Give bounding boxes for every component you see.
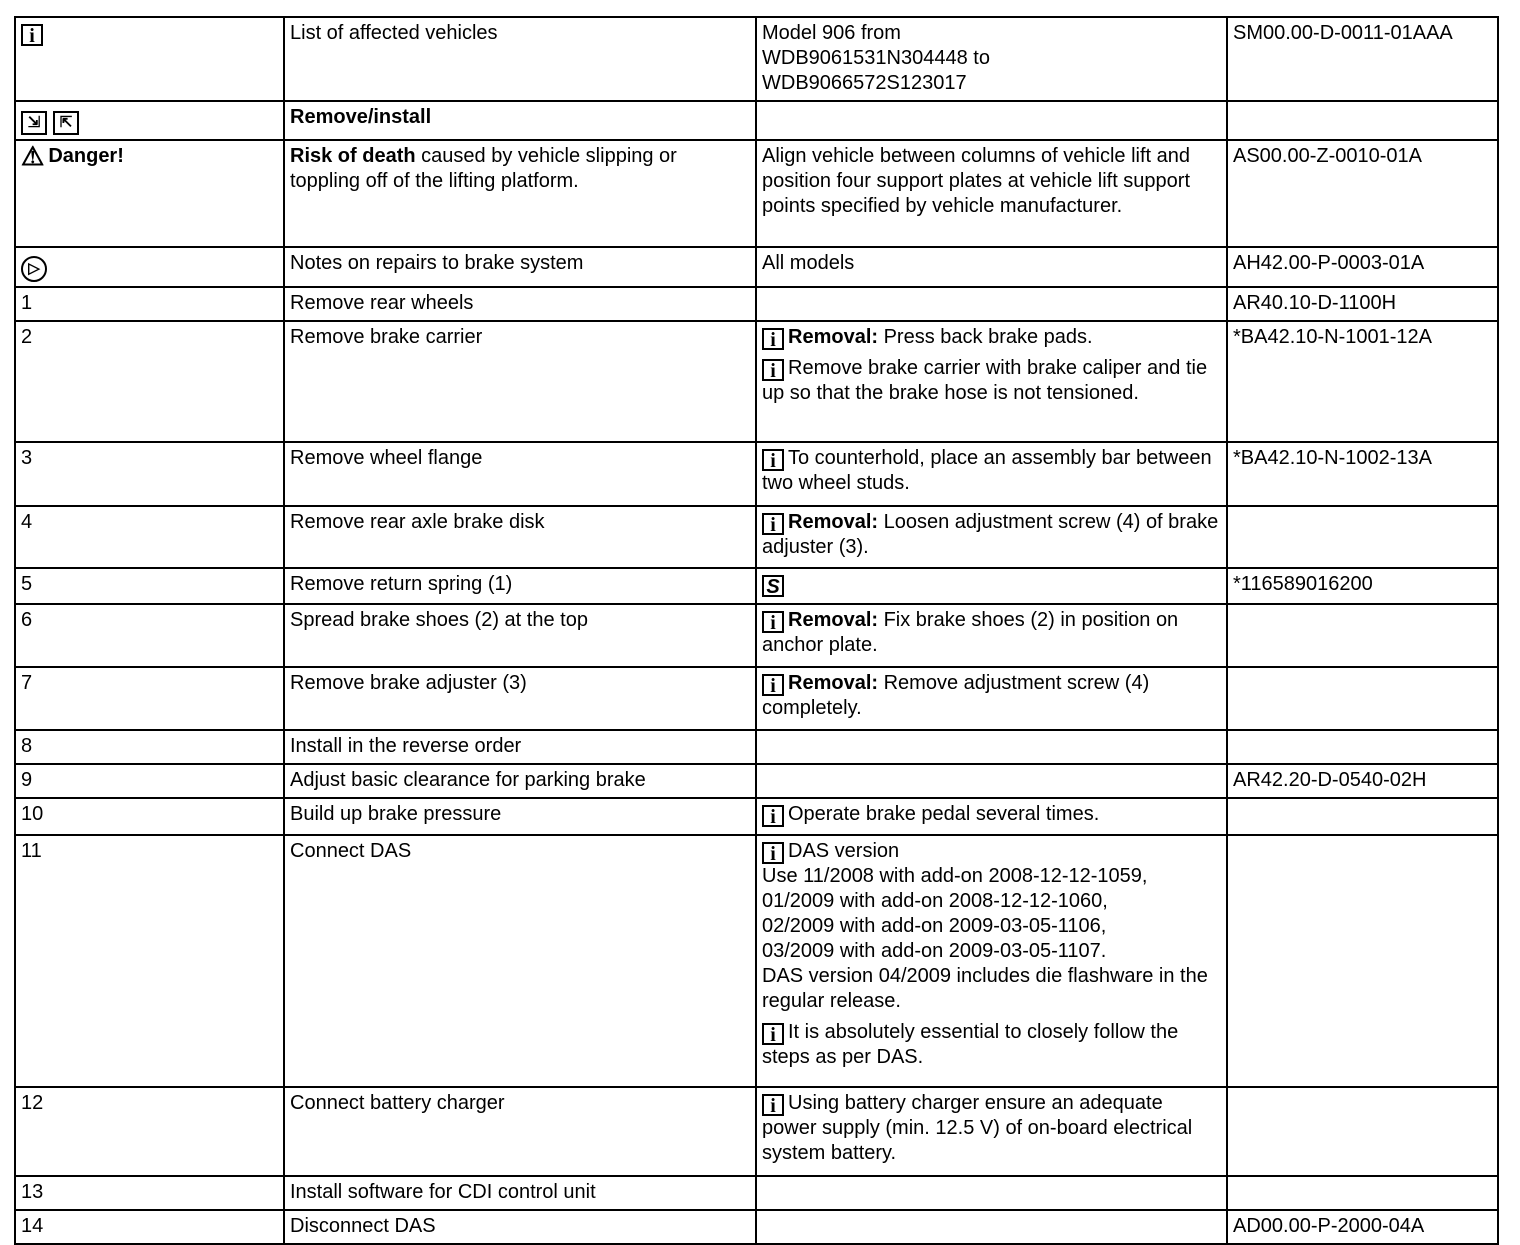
info-icon: i — [762, 359, 784, 381]
reference-code: AS00.00-Z-0010-01A — [1227, 140, 1498, 247]
step-number: 4 — [15, 506, 284, 568]
step-number: 1 — [15, 287, 284, 321]
step-details: i DAS version Use 11/2008 with add-on 2008-12-12-1059, 01/2009 with add-on 2008-12-12-1060, 02/2009 with add-on 2009-03-05-1106, 03/2009 with add-on 2009-03-05-1107. DAS version 04/2009 includes die flashware in the regular release. i It is absolutely essential to closely follow the steps as per DAS. — [756, 835, 1227, 1087]
info-icon: i — [762, 611, 784, 633]
step-description: Build up brake pressure — [284, 798, 756, 835]
step-description: Connect DAS — [284, 835, 756, 1087]
table-row — [15, 1210, 1498, 1244]
info-icon: i — [762, 674, 784, 696]
step-details: i Operate brake pedal several times. — [756, 798, 1227, 835]
step-details: All models — [756, 247, 1227, 287]
warning-icon: ⚠ — [21, 141, 45, 171]
reference-code: AR40.10-D-1100H — [1227, 287, 1498, 321]
step-details: Align vehicle between columns of vehicle lift and position four support plates at vehicle lift support points specified by vehicle manufacturer. — [756, 140, 1227, 247]
step-description: Connect battery charger — [284, 1087, 756, 1176]
step-description: Remove brake carrier — [284, 321, 756, 442]
table-row — [15, 667, 1498, 730]
step-description: List of affected vehicles — [284, 17, 756, 101]
table-row — [15, 835, 1498, 1087]
reference-code: *BA42.10-N-1002-13A — [1227, 442, 1498, 506]
step-description: Remove wheel flange — [284, 442, 756, 506]
notes-icon: ▷ — [21, 256, 47, 282]
table-row — [15, 798, 1498, 835]
reference-code: AH42.00-P-0003-01A — [1227, 247, 1498, 287]
table-row — [15, 506, 1498, 568]
step-description: Spread brake shoes (2) at the top — [284, 604, 756, 667]
table-row — [15, 764, 1498, 798]
step-description: Remove rear wheels — [284, 287, 756, 321]
table-row — [15, 442, 1498, 506]
table-row — [15, 140, 1498, 247]
step-details: i Removal: Press back brake pads. i Remove brake carrier with brake caliper and tie up so that the brake hose is not tensioned. — [756, 321, 1227, 442]
step-details: i To counterhold, place an assembly bar between two wheel studs. — [756, 442, 1227, 506]
step-description: Remove brake adjuster (3) — [284, 667, 756, 730]
step-number: 8 — [15, 730, 284, 764]
table-row — [15, 1176, 1498, 1210]
reference-code: SM00.00-D-0011-01AAA — [1227, 17, 1498, 101]
special-tool-icon: S — [762, 575, 784, 597]
info-icon: i — [762, 328, 784, 350]
table-row — [15, 321, 1498, 442]
step-description: Notes on repairs to brake system — [284, 247, 756, 287]
step-number: 11 — [15, 835, 284, 1087]
table-row — [15, 247, 1498, 287]
step-description: Disconnect DAS — [284, 1210, 756, 1244]
table-row — [15, 1087, 1498, 1176]
step-number: 7 — [15, 667, 284, 730]
table-row — [15, 287, 1498, 321]
step-number: 14 — [15, 1210, 284, 1244]
repair-instructions-table — [14, 16, 1499, 1245]
step-description: Remove return spring (1) — [284, 568, 756, 604]
step-details: i Removal: Fix brake shoes (2) in position on anchor plate. — [756, 604, 1227, 667]
info-icon: i — [21, 24, 43, 46]
step-number: 13 — [15, 1176, 284, 1210]
reference-code: AR42.20-D-0540-02H — [1227, 764, 1498, 798]
step-details: i Removal: Remove adjustment screw (4) completely. — [756, 667, 1227, 730]
step-details: i Removal: Loosen adjustment screw (4) of brake adjuster (3). — [756, 506, 1227, 568]
reference-code: *116589016200 — [1227, 568, 1498, 604]
step-number: 5 — [15, 568, 284, 604]
table-row — [15, 101, 1498, 140]
step-number: 3 — [15, 442, 284, 506]
info-icon: i — [762, 513, 784, 535]
danger-label: Danger! — [48, 145, 124, 167]
table-row — [15, 730, 1498, 764]
step-number: 12 — [15, 1087, 284, 1176]
step-number: 10 — [15, 798, 284, 835]
step-description: Risk of death caused by vehicle slipping or toppling off of the lifting platform. — [284, 140, 756, 247]
info-icon: i — [762, 1023, 784, 1045]
info-icon: i — [762, 805, 784, 827]
reference-code: AD00.00-P-2000-04A — [1227, 1210, 1498, 1244]
step-details: Model 906 from WDB9061531N304448 to WDB9066572S123017 — [756, 17, 1227, 101]
step-number: 6 — [15, 604, 284, 667]
step-description: Remove rear axle brake disk — [284, 506, 756, 568]
table-row — [15, 604, 1498, 667]
step-description: Adjust basic clearance for parking brake — [284, 764, 756, 798]
reference-code: *BA42.10-N-1001-12A — [1227, 321, 1498, 442]
table-row — [15, 17, 1498, 101]
info-icon: i — [762, 449, 784, 471]
step-details: i Using battery charger ensure an adequate power supply (min. 12.5 V) of on-board electrical system battery. — [756, 1087, 1227, 1176]
step-description: Install in the reverse order — [284, 730, 756, 764]
remove-install-icon: ⇲ — [21, 111, 47, 135]
info-icon: i — [762, 842, 784, 864]
table-row — [15, 568, 1498, 604]
step-description: Install software for CDI control unit — [284, 1176, 756, 1210]
step-number: 9 — [15, 764, 284, 798]
step-number: 2 — [15, 321, 284, 442]
section-heading: Remove/install — [284, 101, 756, 140]
info-icon: i — [762, 1094, 784, 1116]
remove-install-icon: ⇱ — [53, 111, 79, 135]
